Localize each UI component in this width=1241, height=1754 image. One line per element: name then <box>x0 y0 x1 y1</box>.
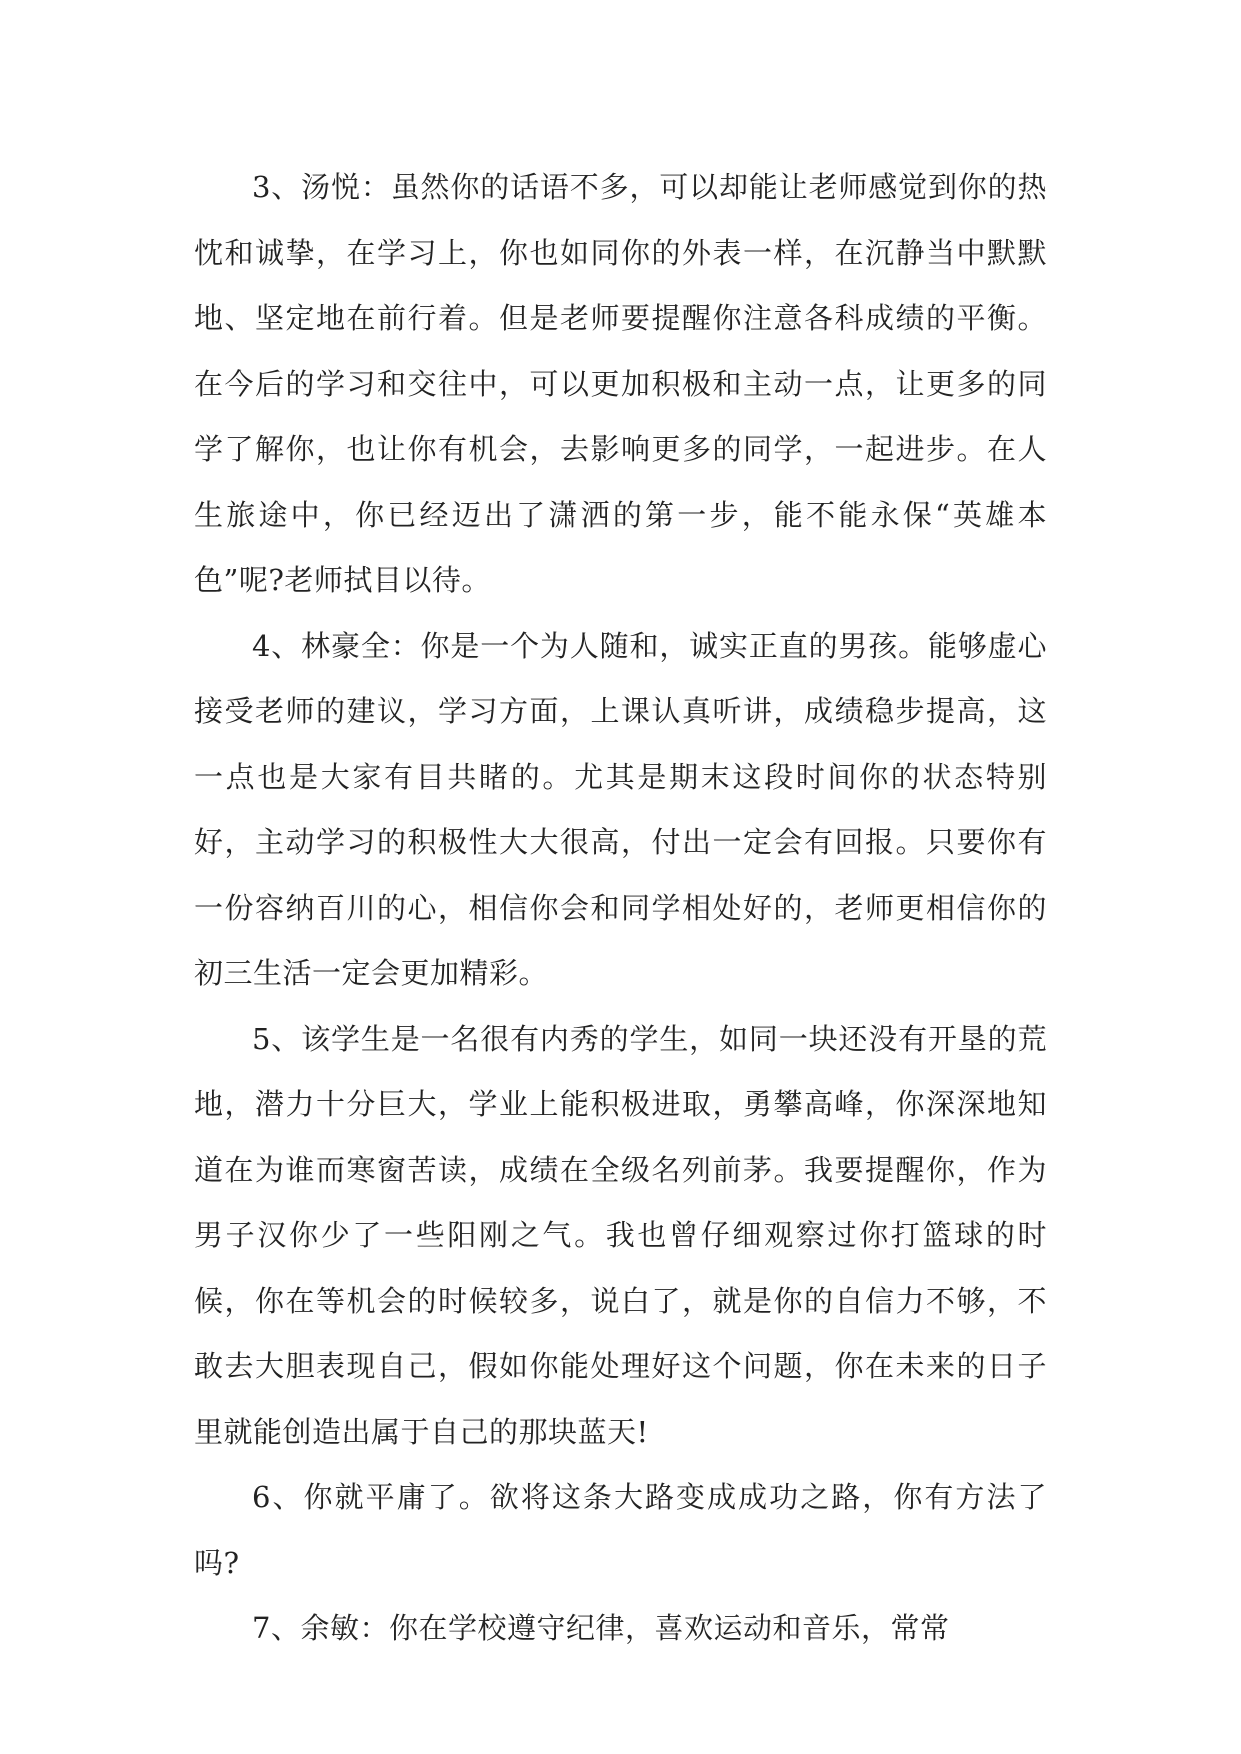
paragraph-comment-7: 7、余敏：你在学校遵守纪律，喜欢运动和音乐，常常 <box>252 1611 950 1645</box>
paragraph-comment-3: 3、汤悦：虽然你的话语不多，可以却能让老师感觉到你的热忱和诚挚，在学习上，你也如同你的外表一样，在沉静当中默默地、坚定地在前行着。但是老师要提醒你注意各科成绩的平衡。在今后的学习和交往中，可以更加积极和主动一点，让更多的同学了解你，也让你有机会，去影响更多的同学，一起进步。在人生旅途中，你已经迈出了潇洒的第一步，能不能永保“英雄本色”呢?老师拭目以待。 <box>194 170 1047 597</box>
paragraph-comment-4: 4、林豪全：你是一个为人随和，诚实正直的男孩。能够虚心接受老师的建议，学习方面，上课认真听讲，成绩稳步提高，这一点也是大家有目共睹的。尤其是期末这段时间你的状态特别好，主动学习的积极性大大很高，付出一定会有回报。只要你有一份容纳百川的心，相信你会和同学相处好的，老师更相信你的初三生活一定会更加精彩。 <box>194 628 1047 990</box>
paragraph-comment-6: 6、你就平庸了。欲将这条大路变成成功之路，你有方法了吗? <box>194 1480 1047 1580</box>
paragraph-comment-5: 5、该学生是一名很有内秀的学生，如同一块还没有开垦的荒地，潜力十分巨大，学业上能积极进取，勇攀高峰，你深深地知道在为谁而寒窗苦读，成绩在全级名列前茅。我要提醒你，作为男子汉你少了一些阳刚之气。我也曾仔细观察过你打篮球的时候，你在等机会的时候较多，说白了，就是你的自信力不够，不敢去大胆表现自己，假如你能处理好这个问题，你在未来的日子里就能创造出属于自己的那块蓝天! <box>194 1021 1047 1449</box>
document-body <box>194 155 1047 1662</box>
